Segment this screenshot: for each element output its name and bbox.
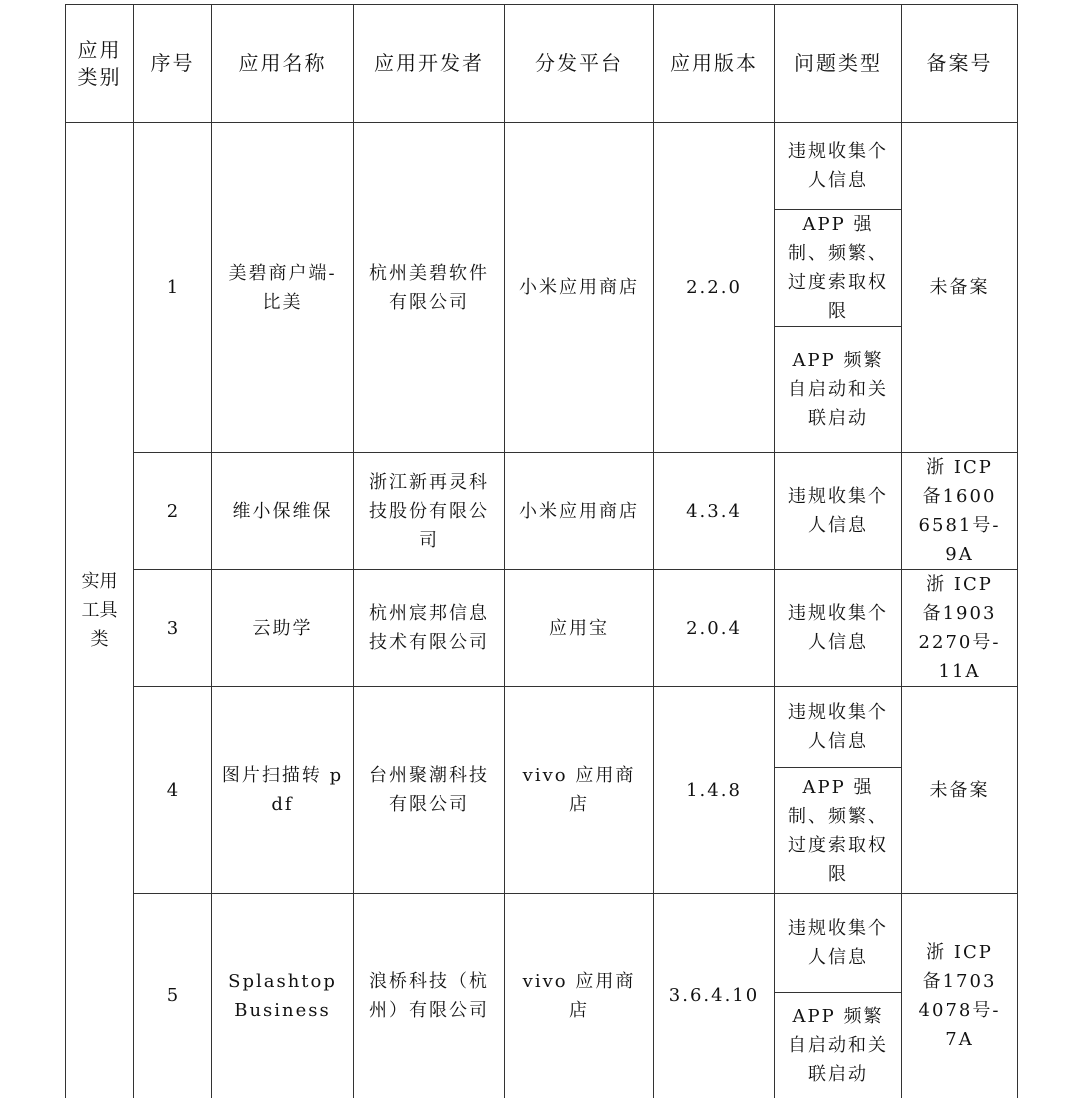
record-cell: 浙 ICP 备19032270号-11A [902, 570, 1018, 687]
record-cell: 浙 ICP 备17034078号-7A [902, 894, 1018, 1098]
index-cell: 4 [134, 687, 212, 894]
issue-cell: 违规收集个人信息 [775, 123, 902, 210]
header-row [66, 5, 1018, 123]
developer-cell: 浪桥科技（杭州）有限公司 [354, 894, 505, 1098]
record-cell: 未备案 [902, 123, 1018, 453]
record-cell: 未备案 [902, 687, 1018, 894]
table-row [66, 894, 1018, 993]
index-cell: 5 [134, 894, 212, 1098]
header-platform: 分发平台 [505, 5, 654, 123]
table-row [66, 453, 1018, 570]
header-index: 序号 [134, 5, 212, 123]
developer-cell: 浙江新再灵科技股份有限公司 [354, 453, 505, 570]
developer-cell: 杭州宸邦信息技术有限公司 [354, 570, 505, 687]
issue-cell: APP 强制、频繁、过度索取权限 [775, 768, 902, 894]
platform-cell: 小米应用商店 [505, 123, 654, 453]
header-name: 应用名称 [212, 5, 354, 123]
header-record: 备案号 [902, 5, 1018, 123]
issue-cell: APP 强制、频繁、过度索取权限 [775, 210, 902, 327]
issue-cell: APP 频繁自启动和关联启动 [775, 327, 902, 453]
index-cell: 1 [134, 123, 212, 453]
app-name-cell: 维小保维保 [212, 453, 354, 570]
header-version: 应用版本 [654, 5, 775, 123]
app-name-cell: 图片扫描转 pdf [212, 687, 354, 894]
platform-cell: 小米应用商店 [505, 453, 654, 570]
version-cell: 4.3.4 [654, 453, 775, 570]
app-name-cell: 美碧商户端-比美 [212, 123, 354, 453]
version-cell: 2.2.0 [654, 123, 775, 453]
issue-cell: 违规收集个人信息 [775, 453, 902, 570]
index-cell: 2 [134, 453, 212, 570]
record-cell: 浙 ICP 备16006581号-9A [902, 453, 1018, 570]
version-cell: 2.0.4 [654, 570, 775, 687]
developer-cell: 杭州美碧软件有限公司 [354, 123, 505, 453]
app-name-cell: Splashtop Business [212, 894, 354, 1098]
platform-cell: vivo 应用商店 [505, 687, 654, 894]
header-developer: 应用开发者 [354, 5, 505, 123]
category-cell: 实用工具类 [66, 123, 134, 1098]
table-row [66, 123, 1018, 210]
version-cell: 1.4.8 [654, 687, 775, 894]
developer-cell: 台州聚潮科技有限公司 [354, 687, 505, 894]
app-issues-table [65, 4, 1018, 1098]
issue-cell: 违规收集个人信息 [775, 687, 902, 768]
platform-cell: 应用宝 [505, 570, 654, 687]
index-cell: 3 [134, 570, 212, 687]
platform-cell: vivo 应用商店 [505, 894, 654, 1098]
table-row [66, 687, 1018, 768]
table-row [66, 570, 1018, 687]
version-cell: 3.6.4.10 [654, 894, 775, 1098]
issue-cell: 违规收集个人信息 [775, 894, 902, 993]
issue-cell: APP 频繁自启动和关联启动 [775, 993, 902, 1098]
issue-cell: 违规收集个人信息 [775, 570, 902, 687]
header-issue: 问题类型 [775, 5, 902, 123]
header-category: 应用类别 [66, 5, 134, 123]
app-name-cell: 云助学 [212, 570, 354, 687]
